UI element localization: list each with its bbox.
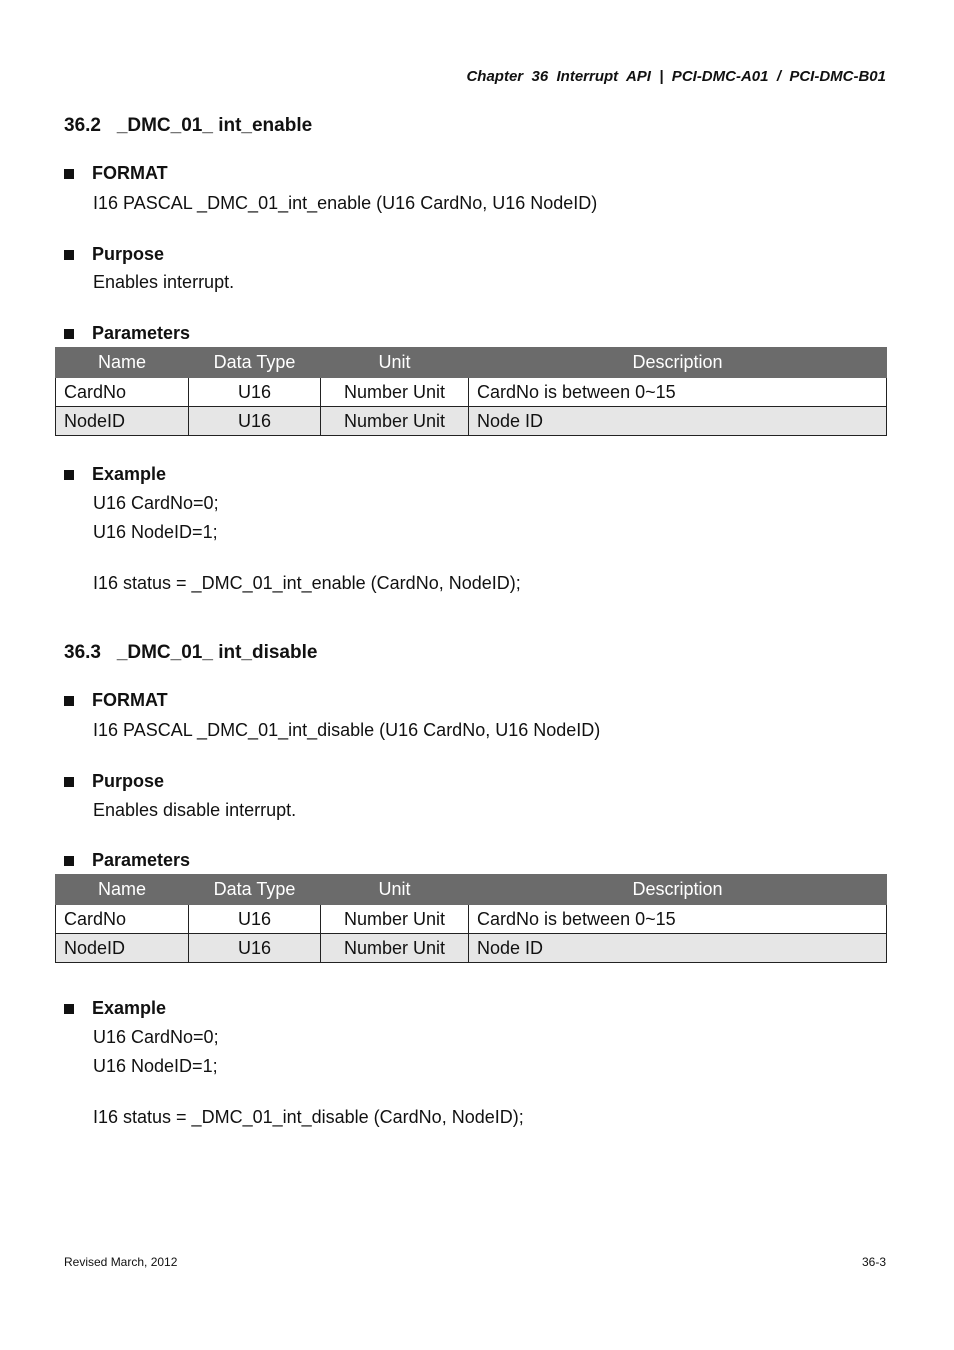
square-bullet-icon [64, 329, 74, 339]
format-signature: I16 PASCAL _DMC_01_int_disable (U16 CardNo, U16 NodeID) [93, 720, 601, 740]
example-heading [64, 998, 166, 1019]
table-row [56, 378, 887, 407]
parameters-table [55, 347, 887, 436]
table-cell: Node ID [469, 934, 887, 963]
column-header: Unit [321, 875, 469, 905]
table-cell: U16 [189, 407, 321, 436]
example-line: U16 NodeID=1; [93, 1056, 218, 1076]
table-header-row [56, 875, 887, 905]
table-cell: U16 [189, 905, 321, 934]
column-header: Description [469, 348, 887, 378]
parameters-label: Parameters [92, 850, 191, 870]
format-signature: I16 PASCAL _DMC_01_int_enable (U16 CardNo, U16 NodeID) [93, 193, 598, 213]
example-label: Example [92, 464, 167, 484]
table-cell: Number Unit [321, 407, 469, 436]
table-row [56, 407, 887, 436]
example-line: I16 status = _DMC_01_int_disable (CardNo, NodeID); [93, 1107, 524, 1127]
footer-page-number: 36-3 [861, 1255, 886, 1269]
format-label: FORMAT [92, 690, 168, 710]
table-cell: NodeID [56, 934, 189, 963]
format-label: FORMAT [92, 163, 168, 183]
example-line: I16 status = _DMC_01_int_enable (CardNo, NodeID); [93, 573, 521, 593]
table-cell: CardNo [56, 378, 189, 407]
format-heading [64, 690, 168, 711]
parameters-label: Parameters [92, 323, 191, 343]
square-bullet-icon [64, 1004, 74, 1014]
purpose-text: Enables disable interrupt. [93, 800, 297, 820]
example-line: U16 NodeID=1; [93, 522, 218, 542]
section-title-int-enable: 36.2 _DMC_01_ int_enable [64, 115, 313, 136]
square-bullet-icon [64, 250, 74, 260]
square-bullet-icon [64, 470, 74, 480]
example-line: U16 CardNo=0; [93, 1027, 219, 1047]
table-cell: CardNo is between 0~15 [469, 378, 887, 407]
square-bullet-icon [64, 696, 74, 706]
footer-revision: Revised March, 2012 [64, 1255, 178, 1269]
column-header: Unit [321, 348, 469, 378]
purpose-label: Purpose [92, 244, 165, 264]
column-header: Description [469, 875, 887, 905]
purpose-heading [64, 771, 164, 792]
table-header-row [56, 348, 887, 378]
table-cell: NodeID [56, 407, 189, 436]
parameters-table [55, 874, 887, 963]
table-cell: CardNo [56, 905, 189, 934]
square-bullet-icon [64, 777, 74, 787]
example-line: U16 CardNo=0; [93, 493, 219, 513]
example-heading [64, 464, 166, 485]
section-title-int-disable: 36.3 _DMC_01_ int_disable [64, 642, 318, 663]
table-cell: CardNo is between 0~15 [469, 905, 887, 934]
purpose-heading [64, 244, 164, 265]
table-cell: U16 [189, 378, 321, 407]
running-header: Chapter 36 Interrupt API | PCI-DMC-A01 / PCI-DMC-B01 [466, 68, 886, 85]
square-bullet-icon [64, 856, 74, 866]
column-header: Name [56, 875, 189, 905]
column-header: Data Type [189, 875, 321, 905]
square-bullet-icon [64, 169, 74, 179]
column-header: Data Type [189, 348, 321, 378]
purpose-label: Purpose [92, 771, 165, 791]
parameters-heading [64, 850, 190, 871]
table-cell: U16 [189, 934, 321, 963]
format-heading [64, 163, 168, 184]
table-row [56, 905, 887, 934]
table-cell: Node ID [469, 407, 887, 436]
parameters-heading [64, 323, 190, 344]
table-cell: Number Unit [321, 378, 469, 407]
example-label: Example [92, 998, 167, 1018]
column-header: Name [56, 348, 189, 378]
table-cell: Number Unit [321, 905, 469, 934]
table-row [56, 934, 887, 963]
purpose-text: Enables interrupt. [93, 272, 235, 292]
table-cell: Number Unit [321, 934, 469, 963]
